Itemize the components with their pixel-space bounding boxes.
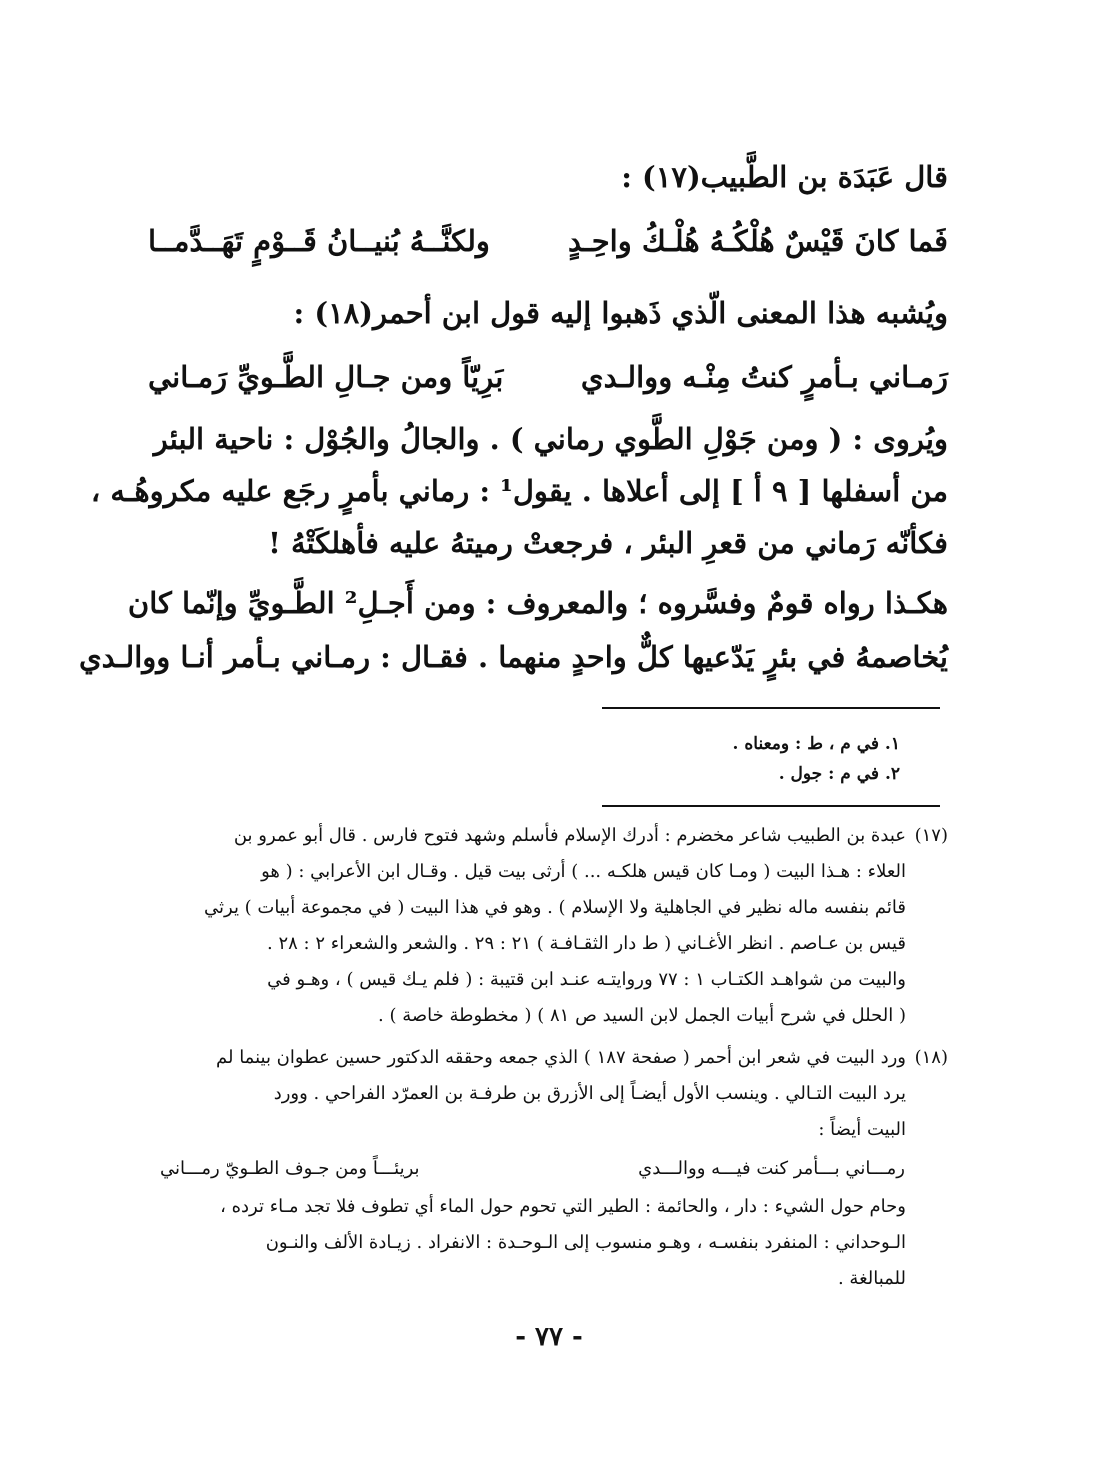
- paragraph-1-line: ويُروى : ( ومن جَوْلِ الطَّوي رماني ) . والجالُ والجُوْل : ناحية البئر: [153, 422, 948, 456]
- footnote-18-number: (١٨): [914, 1047, 948, 1068]
- notes-divider: [602, 707, 940, 709]
- note-1: ١. في م ، ط : ومعناه .: [732, 734, 900, 754]
- footnote-18-verse: [160, 1158, 905, 1184]
- page-number: - ٧٧ -: [515, 1322, 583, 1352]
- verse-1-second-hemistich: ولكنَّــهُ بُنيــانُ قَــوْمٍ تَهَــدَّمــا: [148, 224, 490, 258]
- footnote-18-line: وحام حول الشيء : دار ، والحائمة : الطير التي تحوم حول الماء أي تطوف فلا تجد مـاء ترده ،: [220, 1196, 906, 1217]
- footnotes-divider: [602, 805, 940, 807]
- footnote-17-line: قائم بنفسه ماله نظير في الجاهلية ولا الإسلام ) . وهو في هذا البيت ( في مجموعة أبيات ) يرثي: [204, 897, 906, 918]
- footnote-18-line: يرد البيت التـالي . وينسب الأول أيضـاً إلى الأزرق بن طرفـة بن العمرّد الفراحي . وورد: [273, 1083, 906, 1104]
- paragraph-1-line: من أسفلها [ ٩ أ ] إلى أعلاها . يقول¹ : رماني بأمرٍ رجَع عليه مكروهُـه ،: [90, 474, 948, 508]
- footnote-18-line: البيت أيضاً :: [818, 1119, 906, 1140]
- footnote-17-line: قيس بن عـاصم . انظر الأغـاني ( ط دار الثقـافـة ) ٢١ : ٢٩ . والشعر والشعراء ٢ : ٢٨ .: [267, 933, 906, 954]
- paragraph-2-line: يُخاصمهُ في بئرٍ يَدّعيها كلٌّ واحدٍ منهما . فقـال : رمـاني بـأمر أنـا ووالـدي: [78, 640, 948, 674]
- verse-1-first-hemistich: فَما كانَ قَيْسٌ هُلْكُـهُ هُلْـكُ واحِـدٍ: [568, 224, 948, 258]
- paragraph-2-line: هكـذا رواه قومٌ وفسَّروه ؛ والمعروف : ومن أَجـلِ² الطَّـويِّ وإنّما كان: [127, 586, 948, 620]
- footnote-17-line: والبيت من شواهـد الكتـاب ١ : ٧٧ وروايتـه عنـد ابن قتيبة : ( فلم يـك قيس ) ، وهـو في: [267, 969, 906, 990]
- footnote-18-line: ورد البيت في شعر ابن أحمر ( صفحة ١٨٧ ) الذي جمعه وحققه الدكتور حسين عطوان بينما لم: [216, 1047, 906, 1068]
- footnote-17-number: (١٧): [914, 825, 948, 846]
- verse-1: [148, 224, 948, 266]
- note-2: ٢. في م : جول .: [778, 764, 900, 784]
- footnote-18-line: للمبالغة .: [837, 1268, 906, 1289]
- footnote-18-line: الـوحداني : المنفرد بنفسـه ، وهـو منسوب إلى الـوحـدة : الانفراد . زيـادة الألف والنـون: [265, 1232, 906, 1253]
- footnote-17-line: ( الحلل في شرح أبيات الجمل لابن السيد ص ٨١ ) ( مخطوطة خاصة ) .: [378, 1005, 906, 1026]
- paragraph-1-line: فكأنّه رَماني من قعرِ البئر ، فرجعتْ رميتهُ عليه فأهلكَتْهُ !: [268, 526, 948, 560]
- footnote-verse-first-hemistich: رمـــاني بـــأمر كنت فيـــه ووالـــدي: [638, 1158, 905, 1179]
- intro-line: قال عَبَدَة بن الطَّبيب(١٧) :: [621, 160, 948, 194]
- transition-line: ويُشبه هذا المعنى الّذي ذَهبوا إليه قول ابن أحمر(١٨) :: [293, 296, 948, 330]
- verse-2-first-hemistich: رَمـاني بـأمرٍ كنتُ مِنْـه ووالـدي: [580, 360, 948, 394]
- footnote-17-line: العلاء : هـذا البيت ( ومـا كان قيس هلكـه ... ) أرثى بيت قيل . وقـال ابن الأعرابي : ( هو: [261, 861, 906, 882]
- verse-2-second-hemistich: بَرِيّاً ومن جـالِ الطَّـويِّ رَمـاني: [148, 360, 504, 394]
- verse-2: [148, 360, 948, 402]
- footnote-17-line: عبدة بن الطبيب شاعر مخضرم : أدرك الإسلام فأسلم وشهد فتوح فارس . قال أبو عمرو بن: [233, 825, 906, 846]
- footnote-verse-second-hemistich: بريئـــاً ومن جـوف الطـويّ رمـــاني: [160, 1158, 420, 1179]
